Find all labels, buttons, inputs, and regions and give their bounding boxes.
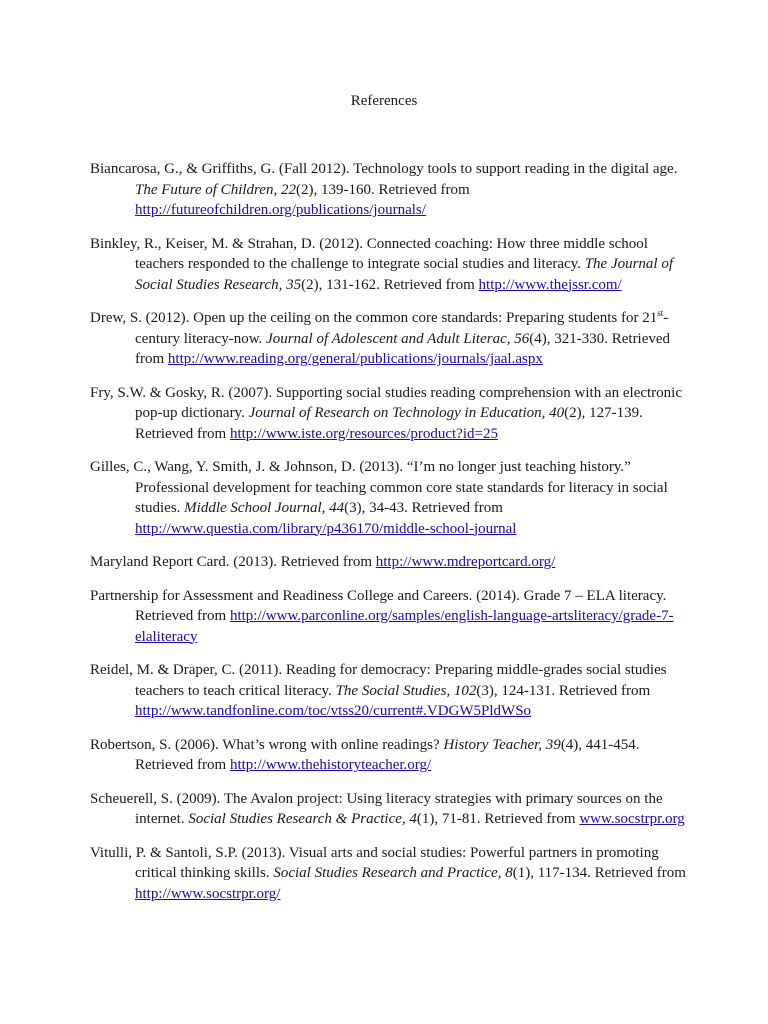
reference-list bbox=[90, 159, 690, 917]
reference-entry bbox=[90, 234, 690, 296]
reference-link[interactable]: http://www.thejssr.com/ bbox=[478, 276, 622, 293]
reference-details: (1), 71-81. Retrieved from bbox=[416, 811, 580, 827]
reference-entry bbox=[90, 735, 690, 776]
journal-title: Social Studies Research & Practice, 4 bbox=[188, 811, 417, 827]
reference-text: Drew, S. (2012). Open up the ceiling on the common core standards: Preparing students for 21 bbox=[90, 310, 658, 326]
reference-link[interactable]: http://www.tandfonline.com/toc/vtss20/current#.VDGW5PldWSo bbox=[135, 703, 532, 719]
reference-text: Reidel, M. & Draper, C. (2011). Reading for democracy: Preparing middle-grades social studies teachers to teach critical literacy. bbox=[90, 662, 667, 699]
reference-entry bbox=[90, 660, 690, 722]
reference-text: Maryland Report Card. (2013). Retrieved from bbox=[90, 554, 376, 570]
reference-details: (2), 131-162. Retrieved from bbox=[301, 276, 479, 293]
ordinal-suffix: st bbox=[657, 308, 664, 318]
reference-link[interactable]: http://www.thehistoryteacher.org/ bbox=[229, 757, 432, 773]
reference-entry bbox=[90, 552, 690, 573]
reference-text: Partnership for Assessment and Readiness College and Careers. (2014). Grade 7 – ELA literacy. Retrieved from bbox=[90, 587, 667, 624]
reference-entry bbox=[90, 586, 690, 648]
journal-title: Journal of Adolescent and Adult Literac, 56 bbox=[266, 330, 530, 347]
reference-text: Scheuerell, S. (2009). The Avalon project: Using literacy strategies with primary sources on the internet. bbox=[90, 790, 663, 827]
reference-details: (1), 117-134. Retrieved from bbox=[512, 865, 686, 881]
reference-text: Vitulli, P. & Santoli, S.P. (2013). Visual arts and social studies: Powerful partners in promoting critical thinking skills. bbox=[90, 844, 659, 881]
reference-entry bbox=[90, 457, 690, 539]
page-title: References bbox=[350, 93, 418, 109]
reference-link[interactable]: http://www.questia.com/library/p436170/middle-school-journal bbox=[135, 520, 517, 537]
reference-text: Binkley, R., Keiser, M. & Strahan, D. (2012). Connected coaching: How three middle school teachers responded to the challenge to integrate social studies and literacy. bbox=[90, 235, 648, 272]
journal-title: History Teacher, 39 bbox=[443, 736, 561, 753]
reference-details: (4), 321-330. Retrieved from bbox=[135, 330, 671, 367]
journal-title: The Journal of Social Studies Research, 35 bbox=[135, 256, 674, 293]
reference-entry bbox=[90, 789, 690, 830]
reference-text: -century literacy-now. bbox=[135, 310, 669, 347]
reference-link[interactable]: http://www.parconline.org/samples/english-language-artsliteracy/grade-7-elaliteracy bbox=[135, 608, 674, 645]
reference-link[interactable]: www.socstrpr.org bbox=[579, 811, 685, 827]
reference-entry bbox=[90, 308, 690, 370]
reference-details: (2), 127-139. Retrieved from bbox=[135, 405, 643, 442]
journal-title: Middle School Journal, 44 bbox=[184, 500, 345, 516]
journal-title: Journal of Research on Technology in Education, 40 bbox=[248, 405, 565, 421]
reference-text: Biancarosa, G., & Griffiths, G. (Fall 2012). Technology tools to support reading in the digital age. bbox=[90, 161, 678, 177]
journal-title: The Social Studies, 102 bbox=[335, 682, 477, 699]
reference-link[interactable]: http://futureofchildren.org/publications/journals/ bbox=[135, 202, 426, 218]
reference-details: (3), 124-131. Retrieved from bbox=[476, 682, 651, 699]
reference-text: Robertson, S. (2006). What’s wrong with online readings? bbox=[90, 736, 444, 753]
reference-link[interactable]: http://www.iste.org/resources/product?id=25 bbox=[229, 425, 498, 442]
reference-entry bbox=[90, 843, 690, 905]
reference-details: (4), 441-454. Retrieved from bbox=[135, 736, 640, 773]
reference-link[interactable]: http://www.reading.org/general/publications/journals/jaal.aspx bbox=[167, 351, 543, 367]
journal-title: The Future of Children, 22 bbox=[135, 181, 296, 198]
reference-entry bbox=[90, 159, 690, 221]
journal-title: Social Studies Research and Practice, 8 bbox=[273, 865, 513, 881]
reference-link[interactable]: http://www.socstrpr.org/ bbox=[135, 885, 281, 902]
reference-details: (3), 34-43. Retrieved from bbox=[344, 500, 503, 516]
reference-details: (2), 139-160. Retrieved from bbox=[295, 181, 470, 198]
reference-text: Gilles, C., Wang, Y. Smith, J. & Johnson, D. (2013). “I’m no longer just teaching history.” Professional development for teaching common core state standards for literacy in social studies. bbox=[90, 459, 668, 516]
reference-link[interactable]: http://www.mdreportcard.org/ bbox=[375, 554, 556, 570]
reference-entry bbox=[90, 383, 690, 445]
reference-text: Fry, S.W. & Gosky, R. (2007). Supporting social studies reading comprehension with an electronic pop-up dictionary. bbox=[90, 384, 682, 421]
